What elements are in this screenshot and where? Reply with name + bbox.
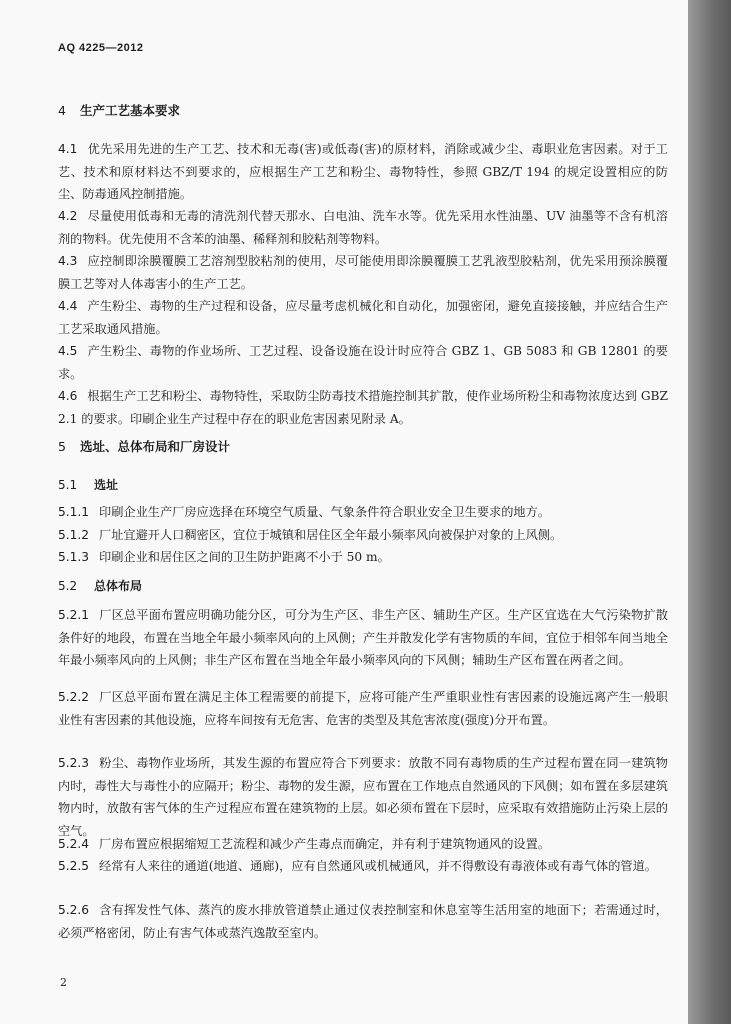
clause-number: 4.1 [58, 142, 78, 156]
section-title: 选址 [94, 478, 119, 492]
clause-4-3 [58, 250, 668, 295]
standard-code-header: AQ 4225—2012 [58, 42, 144, 54]
section-title: 总体布局 [94, 579, 143, 593]
clause-text: 厂区总平面布置在满足主体工程需要的前提下，应将可能产生严重职业性有害因素的设施远离产生一般职业性有害因素的其他设施，应将车间按有无危害、危害的类型及其危害浓度(强度)分开布置。 [58, 690, 668, 727]
clause-number: 4.2 [58, 209, 78, 223]
section-number: 5 [58, 439, 66, 454]
clause-text: 厂区总平面布置应明确功能分区，可分为生产区、非生产区、辅助生产区。生产区宜选在大气污染物扩散条件好的地段，布置在当地全年最小频率风向的上风侧；产生并散发化学有害物质的车间，宜位于相邻车间当地全年最小频率风向的上风侧；非生产区布置在当地全年最小频率风向的下风侧；辅助生产区布置在两者之间。 [58, 608, 668, 668]
clause-text: 产生粉尘、毒物的作业场所、工艺过程、设备设施在设计时应符合 GBZ 1、GB 5083 和 GB 12801 的要求。 [58, 344, 668, 381]
clause-number: 5.1.3 [58, 550, 90, 564]
section-number: 4 [58, 103, 66, 118]
clause-5-2-5 [58, 855, 668, 878]
clause-number: 5.1.2 [58, 528, 90, 542]
clause-5-2-3 [58, 752, 668, 842]
clause-number: 5.1.1 [58, 505, 90, 519]
page-number: 2 [60, 976, 67, 989]
clause-text: 根据生产工艺和粉尘、毒物特性，采取防尘防毒技术措施控制其扩散，使作业场所粉尘和毒物浓度达到 GBZ 2.1 的要求。印刷企业生产过程中存在的职业危害因素见附录 A。 [58, 389, 668, 426]
clause-4-4 [58, 295, 668, 340]
clause-5-1-2 [58, 524, 678, 546]
section-4-heading [58, 101, 180, 119]
clause-number: 5.2.1 [58, 608, 90, 622]
clause-number: 5.2.3 [58, 756, 90, 770]
clause-text: 含有挥发性气体、蒸汽的废水排放管道禁止通过仪表控制室和休息室等生活用室的地面下；若需通过时，必须严格密闭，防止有害气体或蒸汽逸散至室内。 [58, 903, 668, 940]
section-title: 选址、总体布局和厂房设计 [80, 439, 231, 454]
clause-text: 经常有人来往的通道(地道、通廊)，应有自然通风或机械通风，并不得敷设有毒液体或有毒气体的管道。 [99, 859, 657, 873]
clause-number: 4.5 [58, 344, 78, 358]
clause-5-1-3 [58, 546, 678, 568]
clause-number: 4.4 [58, 299, 78, 313]
clause-text: 优先采用先进的生产工艺、技术和无毒(害)或低毒(害)的原材料，消除或减少尘、毒职业危害因素。对于工艺、技术和原材料达不到要求的，应根据生产工艺和粉尘、毒物特性，参照 GBZ/T 194 的规定设置相应的防尘、防毒通风控制措施。 [58, 142, 668, 202]
section-number: 5.2 [58, 579, 78, 593]
clause-5-2-6 [58, 899, 668, 944]
section-title: 生产工艺基本要求 [80, 103, 181, 118]
section-number: 5.1 [58, 478, 78, 492]
clause-4-1 [58, 138, 668, 206]
clause-text: 印刷企业和居住区之间的卫生防护距离不小于 50 m。 [99, 550, 390, 564]
clause-text: 粉尘、毒物作业场所，其发生源的布置应符合下列要求：放散不同有毒物质的生产过程布置在同一建筑物内时，毒性大与毒性小的应隔开；粉尘、毒物的发生源，应布置在工作地点自然通风的下风侧；如布置在多层建筑物内时，放散有害气体的生产过程应布置在建筑物的上层。如必须布置在下层时，应采取有效措施防止污染上层的空气。 [58, 756, 668, 838]
section-5-2-heading [58, 577, 142, 594]
clause-text: 厂房布置应根据缩短工艺流程和减少产生毒点而确定，并有利于建筑物通风的设置。 [99, 837, 550, 851]
page-edge-shadow [688, 0, 731, 1024]
clause-number: 5.2.6 [58, 903, 90, 917]
clause-number: 5.2.2 [58, 690, 90, 704]
clause-text: 产生粉尘、毒物的生产过程和设备，应尽量考虑机械化和自动化，加强密闭，避免直接接触，并应结合生产工艺采取通风措施。 [58, 299, 668, 336]
clause-number: 5.2.4 [58, 837, 90, 851]
clause-4-6 [58, 385, 668, 430]
clause-5-1-1 [58, 501, 678, 523]
clause-5-2-4 [58, 833, 678, 855]
clause-4-5 [58, 340, 668, 385]
clause-text: 尽量使用低毒和无毒的清洗剂代替天那水、白电油、洗车水等。优先采用水性油墨、UV 油墨等不含有机溶剂的物料。优先使用不含苯的油墨、稀释剂和胶粘剂等物料。 [58, 209, 668, 246]
clause-4-2 [58, 205, 668, 250]
clause-5-2-1 [58, 604, 668, 672]
clause-number: 4.6 [58, 389, 78, 403]
clause-number: 4.3 [58, 254, 78, 268]
section-5-1-heading [58, 476, 118, 493]
clause-text: 厂址宜避开人口稠密区，宜位于城镇和居住区全年最小频率风向被保护对象的上风侧。 [99, 528, 563, 542]
clause-text: 应控制即涂膜覆膜工艺溶剂型胶粘剂的使用，尽可能使用即涂膜覆膜工艺乳液型胶粘剂，优先采用预涂膜覆膜工艺等对人体毒害小的生产工艺。 [58, 254, 668, 291]
clause-text: 印刷企业生产厂房应选择在环境空气质量、气象条件符合职业安全卫生要求的地方。 [99, 505, 550, 519]
clause-number: 5.2.5 [58, 859, 90, 873]
clause-5-2-2 [58, 686, 668, 731]
section-5-heading [58, 437, 230, 455]
